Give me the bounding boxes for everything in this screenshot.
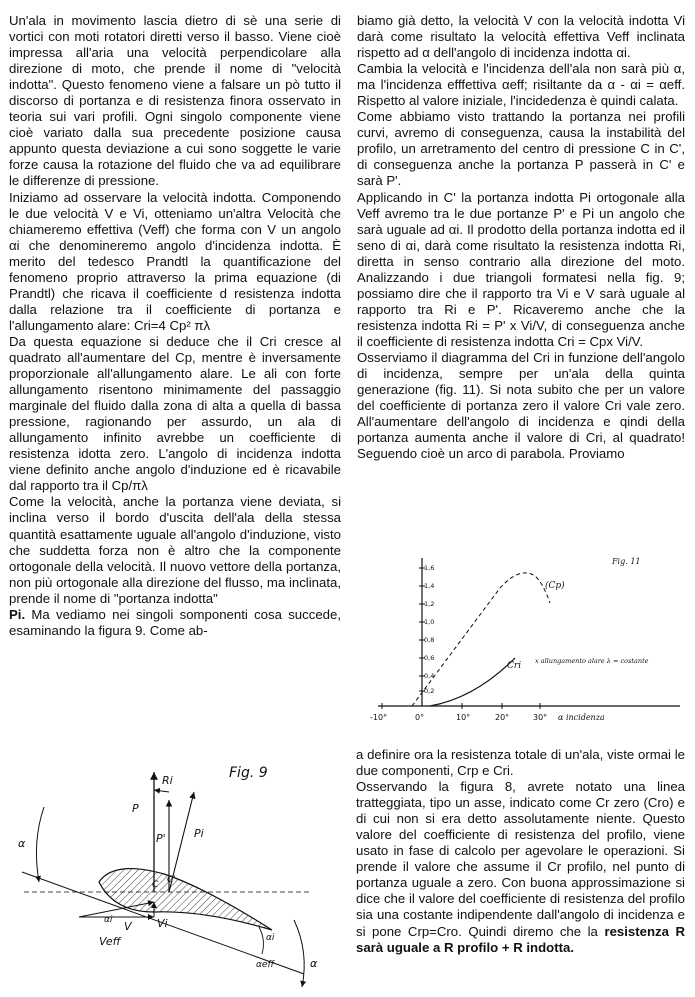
bold-conclusion: resistenza R sarà uguale a R profilo + R indotta. <box>356 923 686 955</box>
label-alpha-i-right: αi <box>266 933 275 943</box>
right-column <box>357 13 685 462</box>
y-tick-label: 0,8 <box>424 636 435 644</box>
cp-curve-label: (Cp) <box>545 581 565 591</box>
label-alpha: α <box>18 837 26 850</box>
y-tick-label: 1,2 <box>424 600 435 608</box>
alpha-eff-arc <box>259 927 263 954</box>
x-tick-label: 20° <box>495 713 510 722</box>
paragraph-text: Osservando la figura 8, avrete notato una linea tratteggiata, tipo un asse, indicato come Cr zero (Cro) e di cui non si era detto assolutamente niente. Questo valore del coefficiente di resistenza del profilo, viene usato in fase di calcolo per agevolare le operazioni. Si prende il valore che assume il Cr profilo, nel punto di portanza uguale a zero. Con buona approssimazione si dice che il valore del coefficiente di resistenza del profilo sia una costante indipendente dall'angolo di incidenza e si pone Crp=Cro. Quindi diremo che la <box>356 779 685 939</box>
paragraph <box>9 494 341 638</box>
paragraph-text: Come la velocità, anche la portanza viene deviata, si inclina verso il bordo d'uscita dell'ala della stessa quantità esattamente uguale all'angolo d'induzione, visto che suddetta forza non è altro che la componente ortogonale della velocità. Il nuovo vettore della portanza, non più ortogonale alla direzione del flusso, ma inclinata, prende il nome di "portanza indotta" <box>9 494 341 606</box>
label-c: C <box>152 880 159 890</box>
paragraph: biamo già detto, la velocità V con la velocità indotta Vi darà come risultato la velocità effettiva Veff inclinata rispetto ad α dell'angolo di incidenza indotta αi. <box>357 13 685 61</box>
figure-11 <box>360 548 690 733</box>
paragraph: Come abbiamo visto trattando la portanza nei profili curvi, avremo di conseguenza, causa la instabilità del profilo, un arretramento del centro di pressione C in C', di conseguenza anche la portanza P passerà in C' e sarà P'. <box>357 109 685 189</box>
y-tick-label: 0,4 <box>424 672 435 680</box>
fig11-svg <box>360 548 690 733</box>
label-vi: Vi <box>157 917 168 930</box>
x-tick-label: 0° <box>415 713 425 722</box>
label-alpha-i: αi <box>104 915 113 925</box>
left-column <box>9 13 341 639</box>
bold-term: Pi. <box>9 606 26 622</box>
paragraph: Osserviamo il diagramma del Cri in funzione dell'angolo di incidenza, sempre per un'ala della quinta generazione (fig. 11). Si nota subito che per un valore del coefficiente di portanza zero il valore Cri vale zero. All'aumentare dell'angolo di incidenza e qindi della portanza aumenta anche il valore di Cri, al quadrato! Seguendo cioè un arco di parabola. Proviamo <box>357 349 685 462</box>
y-tick-label: 0,6 <box>424 654 435 662</box>
cri-curve-label: Cri <box>507 661 522 671</box>
x-tick-label: 10° <box>456 713 471 722</box>
label-alpha-right: α <box>310 957 318 970</box>
paragraph: a definire ora la resistenza totale di un'ala, viste ormai le due componenti, Crp e Cri. <box>356 747 685 779</box>
label-c-prime: C' <box>167 875 176 885</box>
label-alpha-eff: αeff <box>256 960 274 970</box>
label-p: P <box>132 802 139 815</box>
y-tick-label: 1,4 <box>424 582 435 590</box>
paragraph <box>356 779 685 956</box>
paragraph-tail: Ma vediamo nei singoli somponenti cosa succede, esaminando la figura 9. Come ab- <box>9 606 341 638</box>
label-veff: Veff <box>99 935 121 948</box>
fig9-title: Fig. 9 <box>229 765 268 781</box>
x-tick-label: 30° <box>533 713 548 722</box>
alpha-arc-right <box>294 920 304 987</box>
label-p-prime: P' <box>156 832 166 845</box>
bottom-right-column <box>356 747 685 956</box>
alpha-arc-left <box>36 807 44 882</box>
x-tick-label: -10° <box>370 713 388 722</box>
y-tick-label: 1,0 <box>424 618 435 626</box>
label-ri: Ri <box>162 774 173 787</box>
y-tick-label: 1,6 <box>424 564 435 572</box>
paragraph: Cambia la velocità e l'incidenza dell'ala non sarà più α, ma l'incidenza efffettiva αeff; risiltante da α - αi = αeff. Rispetto al valore iniziale, l'incidedenza è quindi calata. <box>357 61 685 109</box>
label-v: V <box>124 920 132 933</box>
x-axis-label: α incidenza <box>558 713 605 722</box>
paragraph: Iniziamo ad osservare la velocità indotta. Componendo le due velocità V e Vi, otteniamo un'altra Velocità che chiameremo effettiva (Veff) che forma con V un angolo αi che denomineremo angolo d'incidenza indotta. È merito del tedesco Prandtl la quantificazione del fenomeno proprio attraverso la prima equazione (di Prandtl) che ricava il coefficiente d resistenza indotta dalla relazione tra il coefficiente di portanza e l'allungamento alare: Cri=4 Cp² πλ <box>9 189 341 333</box>
fig11-title: Fig. 11 <box>612 557 641 566</box>
label-pi: Pi <box>194 827 204 840</box>
fig11-note: x allungamento alare λ = costante <box>535 657 649 665</box>
paragraph: Da questa equazione si deduce che il Cri cresce al quadrato all'aumentare del Cp, mentre è inversamente proporzionale all'allungamento alare. Le ali con forte allungamento risentono minimamente del passaggio marginale del fluido dalla zona di alta a quella di bassa pressione, ragionando per assurdo, un ala di allungamento infinito avrebbe un coefficiente di resistenza idotta zero. L'angolo di incidenza indotta viene definito anche angolo d'induzione ed è ricavabile dal rapporto tra il Cp/πλ <box>9 333 341 494</box>
fig9-svg <box>4 742 344 992</box>
figure-9 <box>4 742 344 992</box>
induced-drag-vector <box>154 790 169 792</box>
paragraph: Un'ala in movimento lascia dietro di sè una serie di vortici con moti rotatori diretti verso il basso. Viene cioè impressa all'aria una velocità perpendicolare alla direzione di moto, che prende il nome di "velocità indotta". Questo fenomeno viene a falsare un pò tutto il discorso di portanza e di resistenza finora osservato in teoria sui vari profili. Ogni singolo componente viene cioè variato dalla sua precedente posizione causa appunto questa deviazione a cui sono soggette le varie forze causa la rotazione del fluido che va ad equilibrare le differenze di pressione. <box>9 13 341 189</box>
y-tick-label: 0,2 <box>424 687 435 695</box>
paragraph: Applicando in C' la portanza indotta Pi ortogonale alla Veff avremo tra le due portanze P' e Pi un angolo che sarà uguale ad αi. Il prodotto della portanza indotta ed il seno di αi, darà come risultato la resistenza indotta Ri, diretta in senso contrario alla direzione del moto. Analizzando i due triangoli formatesi nella fig. 9; possiamo dire che il rapporto tra Vi e V sarà uguale al rapporto tra Ri e P'. Ricaveremo anche che la resistenza indotta Ri = P' x Vi/V, di conseguenza anche il coefficiente di resistenza indotta Cri = Cpx Vi/V. <box>357 189 685 349</box>
